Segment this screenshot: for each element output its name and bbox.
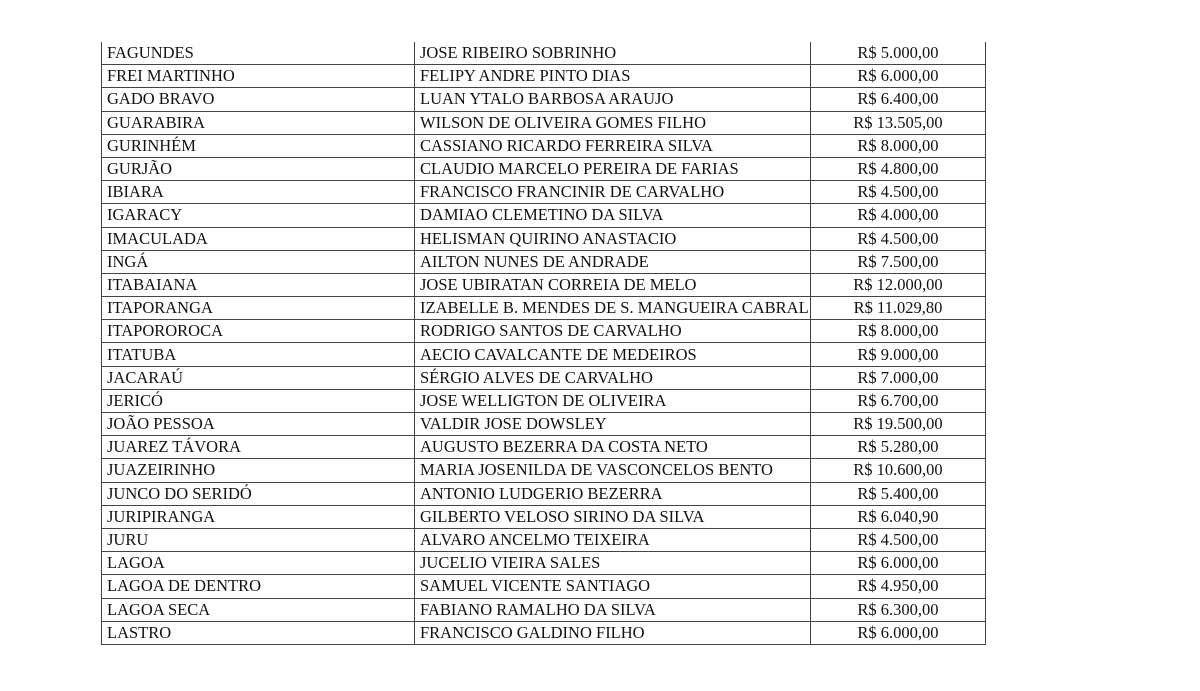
- person-name-cell: ANTONIO LUDGERIO BEZERRA: [415, 482, 811, 505]
- amount-cell: R$ 5.000,00: [811, 42, 986, 65]
- table-row: [102, 227, 986, 250]
- document-table-container: [101, 42, 985, 645]
- table-row: [102, 482, 986, 505]
- person-name-cell: GILBERTO VELOSO SIRINO DA SILVA: [415, 505, 811, 528]
- table-row: [102, 389, 986, 412]
- table-row: [102, 88, 986, 111]
- amount-cell: R$ 4.500,00: [811, 227, 986, 250]
- person-name-cell: CLAUDIO MARCELO PEREIRA DE FARIAS: [415, 157, 811, 180]
- municipality-cell: JURIPIRANGA: [102, 505, 415, 528]
- person-name-cell: FELIPY ANDRE PINTO DIAS: [415, 65, 811, 88]
- municipality-cell: JOÃO PESSOA: [102, 413, 415, 436]
- table-row: [102, 42, 986, 65]
- table-row: [102, 413, 986, 436]
- amount-cell: R$ 6.700,00: [811, 389, 986, 412]
- person-name-cell: LUAN YTALO BARBOSA ARAUJO: [415, 88, 811, 111]
- municipality-cell: GURINHÉM: [102, 134, 415, 157]
- amount-cell: R$ 5.400,00: [811, 482, 986, 505]
- amount-cell: R$ 9.000,00: [811, 343, 986, 366]
- table-row: [102, 297, 986, 320]
- table-row: [102, 273, 986, 296]
- person-name-cell: SAMUEL VICENTE SANTIAGO: [415, 575, 811, 598]
- municipality-cell: IGARACY: [102, 204, 415, 227]
- amount-cell: R$ 4.000,00: [811, 204, 986, 227]
- municipality-cell: JUNCO DO SERIDÓ: [102, 482, 415, 505]
- amount-cell: R$ 5.280,00: [811, 436, 986, 459]
- municipality-cell: LAGOA DE DENTRO: [102, 575, 415, 598]
- amount-cell: R$ 6.400,00: [811, 88, 986, 111]
- municipality-cell: JUAREZ TÁVORA: [102, 436, 415, 459]
- municipality-cell: IBIARA: [102, 181, 415, 204]
- amount-cell: R$ 6.040,90: [811, 505, 986, 528]
- amount-cell: R$ 10.600,00: [811, 459, 986, 482]
- amount-cell: R$ 4.500,00: [811, 528, 986, 551]
- person-name-cell: SÉRGIO ALVES DE CARVALHO: [415, 366, 811, 389]
- person-name-cell: DAMIAO CLEMETINO DA SILVA: [415, 204, 811, 227]
- person-name-cell: RODRIGO SANTOS DE CARVALHO: [415, 320, 811, 343]
- amount-cell: R$ 6.000,00: [811, 65, 986, 88]
- municipality-cell: LAGOA: [102, 552, 415, 575]
- payments-table: [101, 42, 986, 645]
- municipality-cell: ITABAIANA: [102, 273, 415, 296]
- person-name-cell: MARIA JOSENILDA DE VASCONCELOS BENTO: [415, 459, 811, 482]
- amount-cell: R$ 7.500,00: [811, 250, 986, 273]
- table-row: [102, 343, 986, 366]
- municipality-cell: ITATUBA: [102, 343, 415, 366]
- municipality-cell: JUAZEIRINHO: [102, 459, 415, 482]
- municipality-cell: JERICÓ: [102, 389, 415, 412]
- person-name-cell: FRANCISCO FRANCINIR DE CARVALHO: [415, 181, 811, 204]
- municipality-cell: JACARAÚ: [102, 366, 415, 389]
- table-row: [102, 250, 986, 273]
- person-name-cell: AILTON NUNES DE ANDRADE: [415, 250, 811, 273]
- amount-cell: R$ 4.950,00: [811, 575, 986, 598]
- municipality-cell: IMACULADA: [102, 227, 415, 250]
- amount-cell: R$ 4.500,00: [811, 181, 986, 204]
- person-name-cell: HELISMAN QUIRINO ANASTACIO: [415, 227, 811, 250]
- person-name-cell: AUGUSTO BEZERRA DA COSTA NETO: [415, 436, 811, 459]
- table-row: [102, 320, 986, 343]
- municipality-cell: LASTRO: [102, 621, 415, 644]
- table-row: [102, 204, 986, 227]
- table-row: [102, 505, 986, 528]
- person-name-cell: WILSON DE OLIVEIRA GOMES FILHO: [415, 111, 811, 134]
- table-row: [102, 436, 986, 459]
- municipality-cell: GURJÃO: [102, 157, 415, 180]
- person-name-cell: JUCELIO VIEIRA SALES: [415, 552, 811, 575]
- municipality-cell: JURU: [102, 528, 415, 551]
- table-row: [102, 65, 986, 88]
- municipality-cell: ITAPOROROCA: [102, 320, 415, 343]
- person-name-cell: AECIO CAVALCANTE DE MEDEIROS: [415, 343, 811, 366]
- amount-cell: R$ 11.029,80: [811, 297, 986, 320]
- municipality-cell: INGÁ: [102, 250, 415, 273]
- table-row: [102, 528, 986, 551]
- table-body: [102, 42, 986, 644]
- person-name-cell: FRANCISCO GALDINO FILHO: [415, 621, 811, 644]
- municipality-cell: LAGOA SECA: [102, 598, 415, 621]
- amount-cell: R$ 8.000,00: [811, 134, 986, 157]
- municipality-cell: FAGUNDES: [102, 42, 415, 65]
- person-name-cell: IZABELLE B. MENDES DE S. MANGUEIRA CABRAL: [415, 297, 811, 320]
- amount-cell: R$ 6.300,00: [811, 598, 986, 621]
- person-name-cell: JOSE WELLIGTON DE OLIVEIRA: [415, 389, 811, 412]
- person-name-cell: ALVARO ANCELMO TEIXEIRA: [415, 528, 811, 551]
- table-row: [102, 621, 986, 644]
- table-row: [102, 552, 986, 575]
- person-name-cell: FABIANO RAMALHO DA SILVA: [415, 598, 811, 621]
- table-row: [102, 598, 986, 621]
- municipality-cell: FREI MARTINHO: [102, 65, 415, 88]
- table-row: [102, 181, 986, 204]
- amount-cell: R$ 19.500,00: [811, 413, 986, 436]
- amount-cell: R$ 4.800,00: [811, 157, 986, 180]
- municipality-cell: GADO BRAVO: [102, 88, 415, 111]
- amount-cell: R$ 8.000,00: [811, 320, 986, 343]
- amount-cell: R$ 13.505,00: [811, 111, 986, 134]
- table-row: [102, 111, 986, 134]
- municipality-cell: ITAPORANGA: [102, 297, 415, 320]
- person-name-cell: JOSE RIBEIRO SOBRINHO: [415, 42, 811, 65]
- amount-cell: R$ 6.000,00: [811, 552, 986, 575]
- amount-cell: R$ 6.000,00: [811, 621, 986, 644]
- person-name-cell: JOSE UBIRATAN CORREIA DE MELO: [415, 273, 811, 296]
- municipality-cell: GUARABIRA: [102, 111, 415, 134]
- table-row: [102, 575, 986, 598]
- person-name-cell: VALDIR JOSE DOWSLEY: [415, 413, 811, 436]
- table-row: [102, 459, 986, 482]
- table-row: [102, 134, 986, 157]
- table-row: [102, 157, 986, 180]
- person-name-cell: CASSIANO RICARDO FERREIRA SILVA: [415, 134, 811, 157]
- amount-cell: R$ 7.000,00: [811, 366, 986, 389]
- table-row: [102, 366, 986, 389]
- amount-cell: R$ 12.000,00: [811, 273, 986, 296]
